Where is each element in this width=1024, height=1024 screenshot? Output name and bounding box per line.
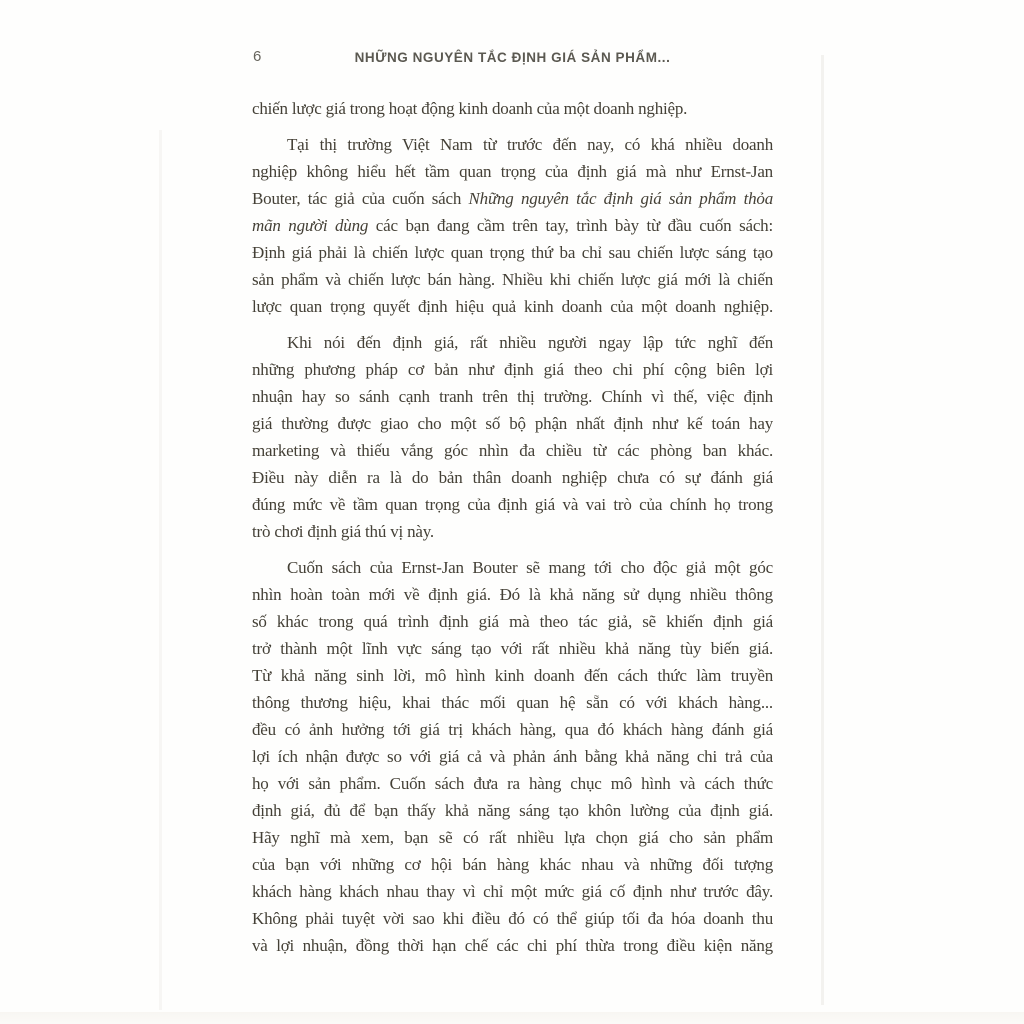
body-text-segment: đúng mức về tầm quan trọng của định giá và vai trò của chính họ trong <box>252 495 773 514</box>
body-text-segment: của bạn với những cơ hội bán hàng khác nhau và những đối tượng <box>252 855 773 874</box>
text-line <box>252 437 773 464</box>
body-text-segment: sản phẩm và chiến lược bán hàng. Nhiều khi chiến lược giá mới là chiến <box>252 270 773 289</box>
text-line <box>252 356 773 383</box>
body-text-segment: chiến lược giá trong hoạt động kinh doanh của một doanh nghiệp. <box>252 99 688 118</box>
body-text-segment: nghiệp không hiểu hết tầm quan trọng của định giá mà như Ernst-Jan <box>252 162 773 181</box>
body-text-segment: số khác trong quá trình định giá mà theo tác giả, sẽ khiến định giá <box>252 612 773 631</box>
paragraph <box>252 554 773 959</box>
body-text-segment: khách hàng khách nhau thay vì chỉ một mức giá cố định như trước đây. <box>252 882 773 901</box>
body-text-segment: Điều này diễn ra là do bản thân doanh nghiệp chưa có sự đánh giá <box>252 468 773 487</box>
body-text-segment: thông thương hiệu, khai thác mối quan hệ sẵn có với khách hàng... <box>252 693 773 712</box>
body-text-segment: nhuận hay so sánh cạnh tranh trên thị trường. Chính vì thế, việc định <box>252 387 773 406</box>
text-line <box>252 185 773 212</box>
page-right-edge <box>821 55 824 1005</box>
paragraph <box>252 131 773 320</box>
body-text-segment: nhìn hoàn toàn mới về định giá. Đó là khả năng sử dụng nhiều thông <box>252 585 773 604</box>
text-line <box>252 689 773 716</box>
text-line <box>252 635 773 662</box>
body-text-segment: những phương pháp cơ bản như định giá theo chi phí cộng biên lợi <box>252 360 773 379</box>
body-text-segment: Từ khả năng sinh lời, mô hình kinh doanh đến cách thức làm truyền <box>252 666 773 685</box>
text-line <box>252 770 773 797</box>
text-line <box>252 824 773 851</box>
text-line <box>252 95 773 122</box>
body-text-segment: đều có ảnh hưởng tới giá trị khách hàng, qua đó khách hàng đánh giá <box>252 720 773 739</box>
text-line <box>252 329 773 356</box>
book-title-italic-text: mãn người dùng <box>252 216 369 235</box>
body-text-segment: Không phải tuyệt vời sao khi điều đó có thể giúp tối đa hóa doanh thu <box>252 909 773 928</box>
text-line <box>252 878 773 905</box>
body-text-segment: Cuốn sách của Ernst-Jan Bouter sẽ mang tới cho độc giả một góc <box>287 558 773 577</box>
text-line <box>252 266 773 293</box>
text-line <box>252 239 773 266</box>
text-line <box>252 410 773 437</box>
body-text-segment: marketing và thiếu vắng góc nhìn đa chiều từ các phòng ban khác. <box>252 441 773 460</box>
body-text-segment: lợi ích nhận được so với giá cả và phản ánh bằng khả năng chi trả của <box>252 747 773 766</box>
body-text-segment: và lợi nhuận, đồng thời hạn chế các chi phí thừa trong điều kiện năng <box>252 936 773 955</box>
text-line <box>252 932 773 959</box>
paragraph <box>252 95 773 122</box>
text-line <box>252 716 773 743</box>
body-text-segment: họ với sản phẩm. Cuốn sách đưa ra hàng chục mô hình và cách thức <box>252 774 773 793</box>
text-line <box>252 464 773 491</box>
text-line <box>252 581 773 608</box>
body-text-segment: định giá, đủ để bạn thấy khả năng sáng tạo khôn lường của định giá. <box>252 801 773 820</box>
body-text-segment: Hãy nghĩ mà xem, bạn sẽ có rất nhiều lựa chọn giá cho sản phẩm <box>252 828 773 847</box>
body-text-segment: Khi nói đến định giá, rất nhiều người ngay lập tức nghĩ đến <box>287 333 773 352</box>
text-line <box>252 212 773 239</box>
page-header <box>252 47 773 69</box>
text-line <box>252 608 773 635</box>
body-text-segment: Bouter, tác giả của cuốn sách <box>252 189 469 208</box>
page-bottom-edge <box>0 1012 1024 1024</box>
text-line <box>252 851 773 878</box>
body-text-segment: Định giá phải là chiến lược quan trọng thứ ba chỉ sau chiến lược sáng tạo <box>252 243 773 262</box>
page-number: 6 <box>253 48 262 65</box>
book-title-italic-text: Những nguyên tắc định giá sản phẩm thỏa <box>468 189 773 208</box>
text-line <box>252 383 773 410</box>
text-line <box>252 518 773 545</box>
body-text-segment: Tại thị trường Việt Nam từ trước đến nay, có khá nhiều doanh <box>287 135 773 154</box>
body-text-segment: các bạn đang cầm trên tay, trình bày từ đầu cuốn sách: <box>368 216 773 235</box>
body-text-segment: giá thường được giao cho một số bộ phận nhất định như kế toán hay <box>252 414 773 433</box>
text-line <box>252 158 773 185</box>
text-line <box>252 131 773 158</box>
text-line <box>252 905 773 932</box>
text-line <box>252 491 773 518</box>
text-line <box>252 797 773 824</box>
body-text <box>252 95 773 959</box>
text-line <box>252 293 773 320</box>
text-line <box>252 554 773 581</box>
running-title: NHỮNG NGUYÊN TẮC ĐỊNH GIÁ SẢN PHẨM... <box>354 50 671 65</box>
body-text-segment: lược quan trọng quyết định hiệu quả kinh doanh của một doanh nghiệp. <box>252 297 773 316</box>
text-line <box>252 662 773 689</box>
body-text-segment: trở thành một lĩnh vực sáng tạo với rất nhiều khả năng tùy biến giá. <box>252 639 773 658</box>
page-left-edge <box>159 130 162 1010</box>
text-line <box>252 743 773 770</box>
paragraph <box>252 329 773 545</box>
body-text-segment: trò chơi định giá thú vị này. <box>252 522 434 541</box>
